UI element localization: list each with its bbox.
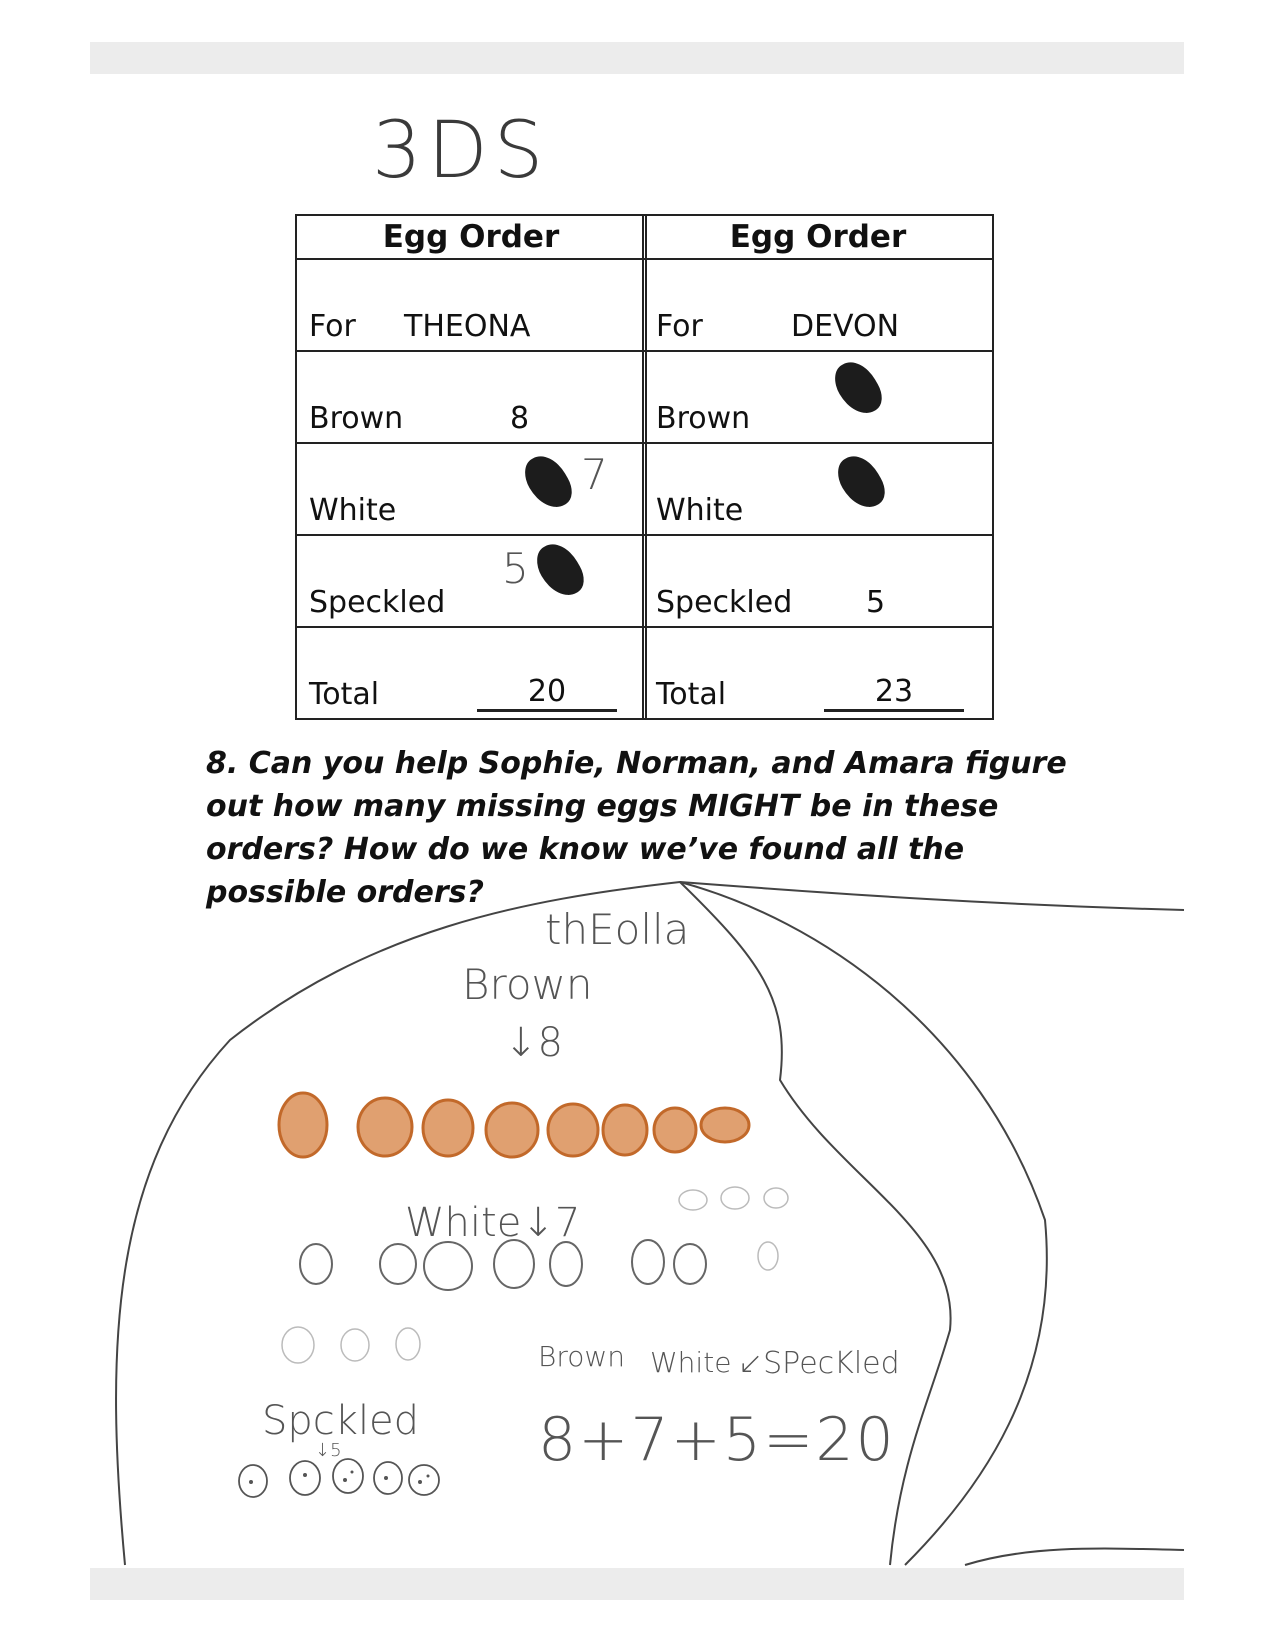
total-value: 20 <box>477 674 617 712</box>
white-egg <box>300 1244 332 1284</box>
white-label: White↓7 <box>405 1200 581 1246</box>
student-name-label: thEolla <box>545 905 690 954</box>
brown-egg <box>358 1098 412 1156</box>
brown-egg <box>548 1104 598 1156</box>
speckled-eggs-group <box>239 1459 439 1497</box>
brown-eggs-group <box>279 1093 749 1157</box>
equation-speckled-label: ↙SPecKled <box>738 1346 900 1381</box>
ground-line-bottom <box>965 1549 1184 1565</box>
total-row: Total 20 <box>296 627 646 719</box>
white-egg <box>632 1240 664 1284</box>
brown-label: Brown <box>462 960 593 1009</box>
speckled-value: 5 <box>866 585 886 620</box>
customer-name: THEONA <box>404 309 531 344</box>
brown-row: Brown <box>643 351 993 443</box>
speckled-egg <box>239 1465 267 1497</box>
speckled-egg <box>290 1461 320 1495</box>
equation-white-label: White <box>650 1346 732 1379</box>
total-row: Total 23 <box>643 627 993 719</box>
brown-count: ↓8 <box>504 1020 563 1066</box>
brown-value: 8 <box>510 401 530 436</box>
speckled-count: ↓5 <box>315 1440 342 1461</box>
speckled-label: Spckled <box>262 1398 420 1444</box>
table-heading: Egg Order <box>643 215 993 259</box>
white-egg <box>380 1244 416 1284</box>
white-eggs-group <box>300 1240 706 1290</box>
pencil-answer: 5 <box>502 544 529 593</box>
ground-line <box>680 882 1184 910</box>
question-8: 8. Can you help Sophie, Norman, and Amara figure out how many missing eggs MIGHT be in these orders? How do we know we’ve found all the possible orders? <box>206 746 1067 910</box>
white-row: White 7 <box>296 443 646 535</box>
speckled-row: Speckled 5 <box>643 535 993 627</box>
brown-egg <box>603 1105 647 1155</box>
for-row: For THEONA <box>296 259 646 351</box>
brown-egg <box>279 1093 327 1157</box>
white-row: White <box>643 443 993 535</box>
brown-egg <box>701 1108 749 1142</box>
customer-name: DEVON <box>791 309 900 344</box>
for-row: For DEVON <box>643 259 993 351</box>
brown-egg <box>654 1108 696 1152</box>
table-heading: Egg Order <box>296 215 646 259</box>
white-egg <box>550 1242 582 1286</box>
equation: 8+7+5=20 <box>538 1405 896 1475</box>
white-egg <box>494 1240 534 1288</box>
speckled-row: Speckled 5 <box>296 535 646 627</box>
equation-brown-label: Brown <box>538 1340 626 1373</box>
pencil-answer: 7 <box>581 450 608 499</box>
brown-row: Brown 8 <box>296 351 646 443</box>
speckled-egg <box>333 1459 363 1493</box>
brown-egg <box>486 1103 538 1157</box>
white-egg <box>674 1244 706 1284</box>
speckled-egg <box>409 1465 439 1495</box>
brown-egg <box>423 1100 473 1156</box>
page-label: 3DS <box>372 106 550 196</box>
white-egg <box>424 1242 472 1290</box>
total-value: 23 <box>824 674 964 712</box>
